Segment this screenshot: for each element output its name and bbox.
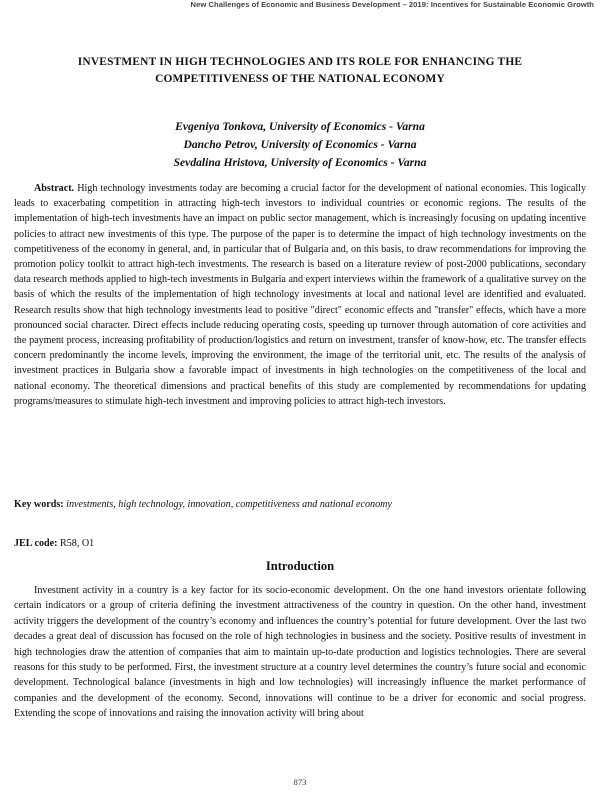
jel-label: JEL code: [14,538,58,549]
abstract-label: Abstract. [34,183,75,194]
introduction-paragraph: Investment activity in a country is a key factor for its socio-economic development. On the one hand investors orientate following certain indicators or a group of criteria defining the investment attractiveness of the country in question. On the other hand, investment activity triggers the development of the country’s economy and influences the country’s potential for future development. Over the last two decades a great deal of discussion has focused on the role of high technologies in business and the society. Positive results of investment in high technologies draw the attention of companies that aim to maintain up-to-date production and logistics technologies. There are several reasons for this study to be performed. First, the investment structure at a country level determines the country’s future social and economic development. Technological balance (investments in high and low technologies) will increasingly influence the market performance of companies and the development of the economy. Second, innovations will continue to be a driver for economic and social progress. Extending the scope of innovations and raising the innovation activity will bring about [14,585,586,720]
page-number: 873 [293,777,307,787]
author-3: Sevdalina Hristova, University of Economics - Varna [173,156,427,169]
author-1: Evgeniya Tonkova, University of Economics - Varna [175,120,425,133]
keywords-label: Key words: [14,499,64,510]
keywords-text: investments, high technology, innovation, competitiveness and national economy [66,499,392,510]
paper-title: INVESTMENT IN HIGH TECHNOLOGIES AND ITS ROLE FOR ENHANCING THE COMPETITIVENESS OF THE NATIONAL ECONOMY [77,56,523,85]
abstract-text: High technology investments today are becoming a crucial factor for the development of national economies. This logically leads to exacerbating competition in attracting high-tech investors to individual countries or economic regions. The results of the implementation of high-tech investments have an impact on public sector management, which is increasingly focusing on updating incentive policies to attract new investments of this type. The purpose of the paper is to determine the impact of high technology investments on the competitiveness of the economy in general, and, in particular that of Bulgaria and, on this basis, to draw recommendations for improving the promotion policy toolkit to attract high-tech investments. The research is based on a literature review of post-2000 publications, secondary data research methods applied to high-tech investments in Bulgaria and expert interviews within the framework of a qualitative survey on the basis of which the results of the implementation of high technology investments at local and national level are identified and evaluated. Research results show that high technology investments lead to positive "direct" economic effects and "transfer" effects, which have a more pronounced social character. Direct effects include reducing operating costs, speeding up turnover through automation of core activities and the payment process, increasing profitability of production/logistics and return on investment, transfer of know-how, etc. The transfer effects concern predominantly the income levels, improving the environment, the image of the territorial unit, etc. The results of the analysis of investment practices in Bulgaria show a favorable impact of investments in high technologies on the competitiveness of the local and national economy. The theoretical dimensions and practical benefits of this study are complemented by recommendations for updating programs/measures to stimulate high-tech investment and improving policies to attract high-tech investors. [14,183,586,407]
section-heading-introduction: Introduction [265,559,335,573]
abstract [14,181,586,409]
author-2: Dancho Petrov, University of Economics - Varna [183,138,417,151]
jel-text: R58, O1 [60,538,95,549]
author-list [80,118,520,172]
keywords [14,497,586,512]
jel-code [14,536,94,551]
running-head: New Challenges of Economic and Business Development – 2019: Incentives for Sustainable Economic Growth [190,0,594,9]
